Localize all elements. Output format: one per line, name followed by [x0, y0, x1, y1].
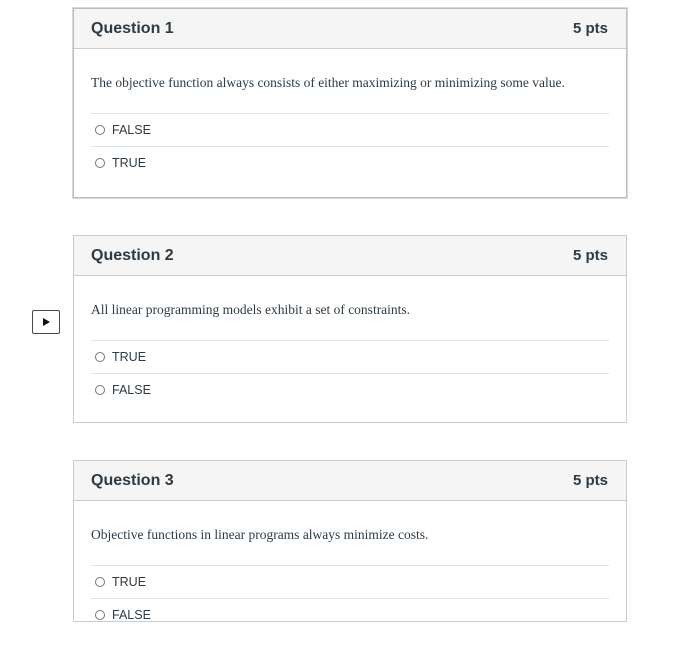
question-card-1	[73, 8, 627, 198]
play-triangle-icon	[41, 317, 51, 327]
question-text: All linear programming models exhibit a set of constraints.	[91, 302, 411, 317]
radio-button[interactable]	[95, 158, 105, 168]
answer-label: FALSE	[112, 123, 151, 137]
radio-button[interactable]	[95, 577, 105, 587]
question-header	[74, 461, 626, 501]
question-card-2	[73, 235, 627, 423]
question-header	[74, 9, 626, 49]
answer-label: FALSE	[112, 383, 151, 397]
question-header	[74, 236, 626, 276]
answer-option[interactable]	[91, 565, 609, 598]
radio-button[interactable]	[95, 610, 105, 620]
question-title: Question 3	[91, 471, 174, 489]
answer-label: TRUE	[112, 156, 147, 170]
answer-option[interactable]	[91, 340, 609, 373]
answer-label: TRUE	[112, 350, 147, 364]
radio-button[interactable]	[95, 352, 105, 362]
answer-label: FALSE	[112, 608, 151, 622]
radio-button[interactable]	[95, 385, 105, 395]
question-text: Objective functions in linear programs always minimize costs.	[91, 527, 429, 542]
answer-option[interactable]	[91, 373, 609, 406]
question-title: Question 1	[91, 19, 174, 37]
question-points: 5 pts	[572, 472, 608, 489]
question-points: 5 pts	[572, 247, 608, 264]
answer-option[interactable]	[91, 598, 609, 631]
answer-label: TRUE	[112, 575, 147, 589]
question-card-3	[73, 460, 627, 622]
question-text: The objective function always consists of either maximizing or minimizing some value.	[91, 75, 565, 90]
answer-option[interactable]	[91, 113, 609, 146]
answer-option[interactable]	[91, 146, 609, 179]
question-title: Question 2	[91, 246, 174, 264]
question-points: 5 pts	[572, 20, 608, 37]
radio-button[interactable]	[95, 125, 105, 135]
expand-question-button[interactable]	[32, 310, 60, 334]
